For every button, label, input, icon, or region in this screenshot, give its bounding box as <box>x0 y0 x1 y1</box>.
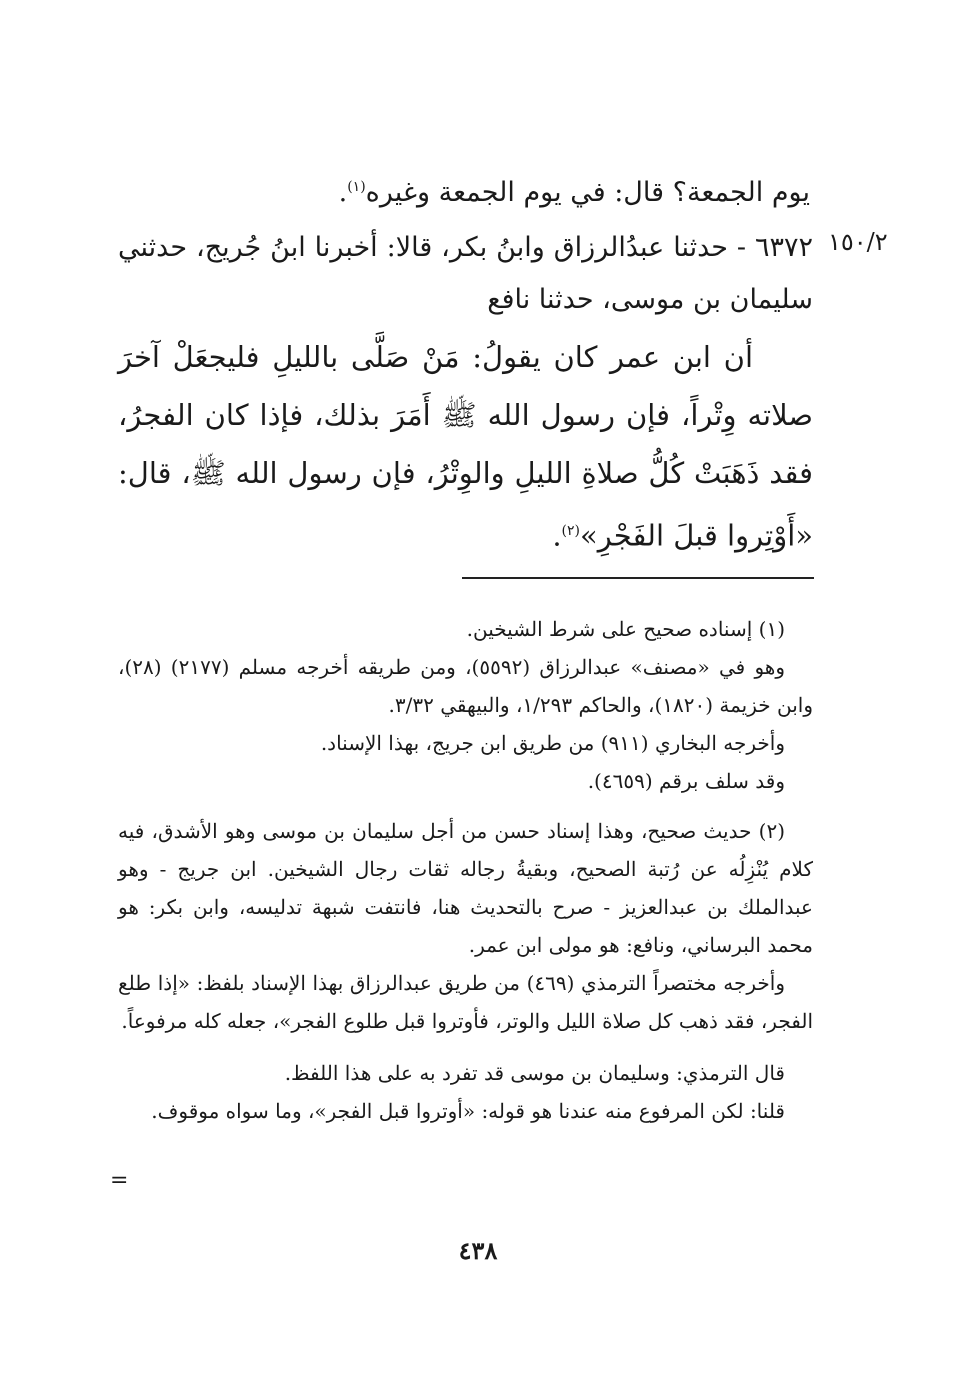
footnote-ref-1: (١) <box>347 179 366 195</box>
continuation-text: يوم الجمعة؟ قال: في يوم الجمعة وغيره <box>365 177 810 208</box>
footnote-2-line-4: قلنا: لكن المرفوع منه عندنا هو قوله: «أوتروا قبل الفجر»، وما سواه موقوف. <box>151 1099 785 1123</box>
footnote-ref-2: (٢) <box>561 523 581 539</box>
page-number: ٤٣٨ <box>458 1236 498 1265</box>
footnote-1-line-4: وقد سلف برقم (٤٦٥٩). <box>587 769 785 793</box>
period: . <box>338 177 348 208</box>
marginal-reference: ١٥٠/٢ <box>828 228 888 256</box>
footnote-2-line-2: وأخرجه مختصراً الترمذي (٤٦٩) من طريق عبدالرزاق بهذا الإسناد بلفظ: «إذا طلع الفجر، فقد ذهب كل صلاة الليل والوتر، فأوتروا قبل طلوع الفجر»، جعله كله مرفوعاً. <box>118 971 813 1033</box>
matn-text: أن ابن عمر كان يقولُ: مَنْ صَلَّى بالليلِ فليجعَلْ آخرَ صلاته وِتْراً، فإن رسول الله ﷺ أَمَرَ بذلك، فإذا كان الفجرُ، فقد ذَهَبَتْ كُلُّ صلاةِ الليلِ والوِتْرُ، فإن رسول الله ﷺ، قال: «أَوْتِروا قبلَ الفَجْرِ» <box>118 340 813 553</box>
footnote-separator <box>462 577 814 579</box>
hadith-matn <box>118 328 813 565</box>
main-text-continuation <box>250 160 810 220</box>
period: . <box>552 518 562 553</box>
continuation-mark: = <box>110 1168 129 1193</box>
footnote-1-line-2: وهو في «مصنف» عبدالرزاق (٥٥٩٢)، ومن طريقه أخرجه مسلم (٢١٧٧) (٢٨)، وابن خزيمة (١٨٢٠)، والحاكم ١/٢٩٣، والبيهقي ٣/٣٢. <box>118 655 813 717</box>
footnote-2 <box>118 812 813 1130</box>
footnote-2-line-1: (٢) حديث صحيح، وهذا إسناد حسن من أجل سليمان بن موسى وهو الأشدق، فيه كلام يُنْزِلُه عن رُتبة الصحيح، وبقيةُ رجاله ثقات رجال الشيخين. ابن جريج - وهو عبدالملك بن عبدالعزيز - صرح بالتحديث هنا، فانتفت شبهة تدليسه، وابن بكر: هو محمد البرساني، ونافع: هو مولى ابن عمر. <box>118 819 813 957</box>
hadith-isnad <box>118 222 813 326</box>
footnote-2-line-3: قال الترمذي: وسليمان بن موسى قد تفرد به على هذا اللفظ. <box>284 1061 785 1085</box>
footnote-1-line-1: (١) إسناده صحيح على شرط الشيخين. <box>466 617 785 641</box>
footnote-1 <box>118 610 813 800</box>
footnote-1-line-3: وأخرجه البخاري (٩١١) من طريق ابن جريج، بهذا الإسناد. <box>320 731 785 755</box>
isnad-text: ٦٣٧٢ - حدثنا عبدُالرزاق وابنُ بكر، قالا: أخبرنا ابنُ جُريج، حدثني سليمان بن موسى، حدثنا نافع <box>118 232 813 315</box>
